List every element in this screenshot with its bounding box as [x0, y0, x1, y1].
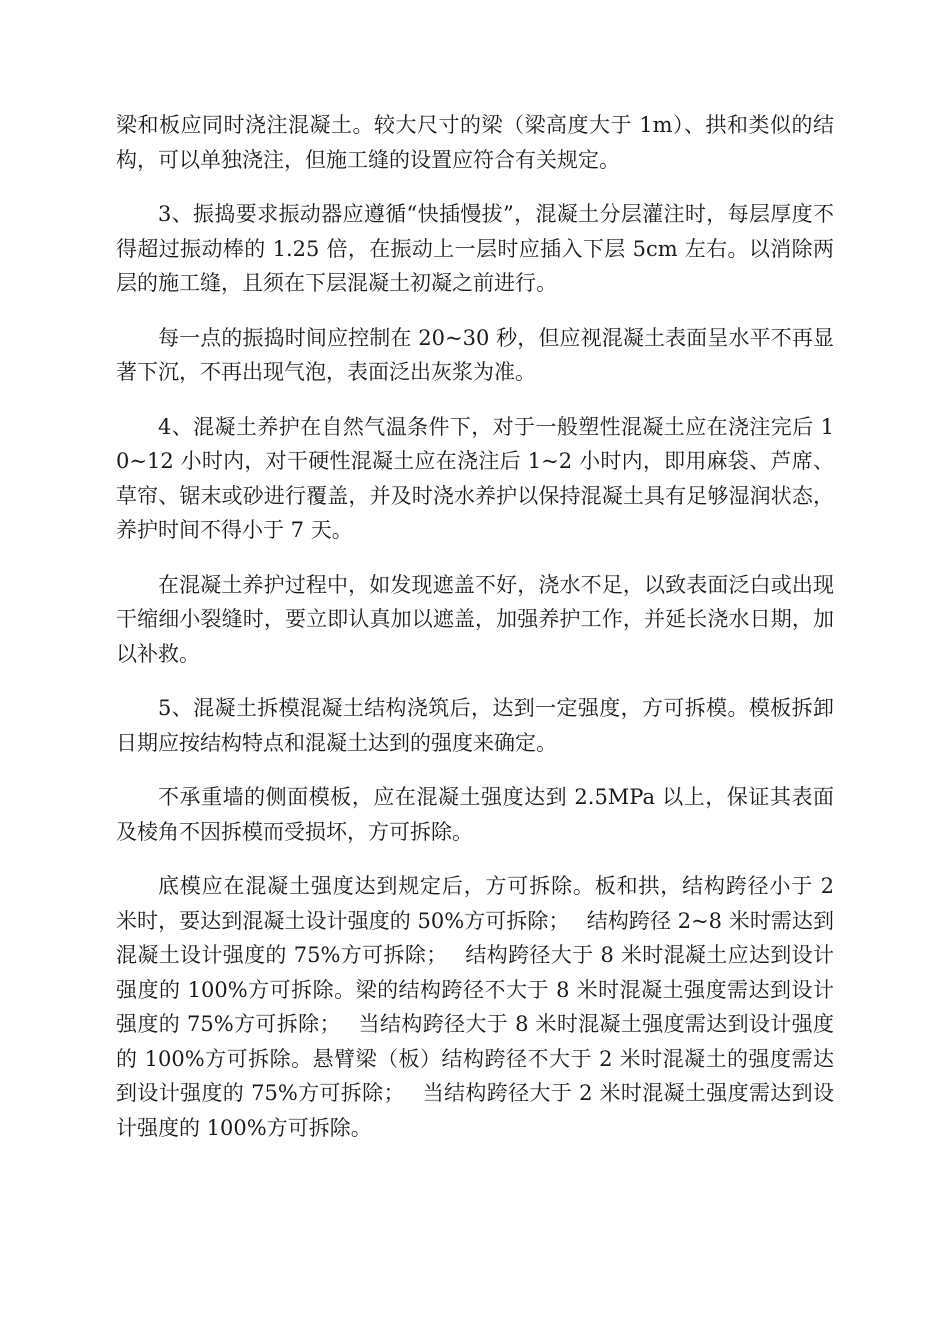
paragraph-formwork-removal: 5、混凝土拆模混凝土结构浇筑后，达到一定强度，方可拆模。模板拆卸日期应按结构特点和混凝土达到的强度来确定。 — [116, 696, 834, 755]
paragraph-curing-remedy: 在混凝土养护过程中，如发现遮盖不好，浇水不足，以致表面泛白或出现干缩细小裂缝时，要立即认真加以遮盖，加强养护工作，并延长浇水日期，加以补救。 — [116, 572, 834, 666]
paragraph-side-formwork: 不承重墙的侧面模板，应在混凝土强度达到 2.5MPa 以上，保证其表面及棱角不因拆模而受损坏，方可拆除。 — [116, 785, 834, 844]
paragraph-vibration-time: 每一点的振捣时间应控制在 20~30 秒，但应视混凝土表面呈水平不再显著下沉，不再出现气泡，表面泛出灰浆为准。 — [116, 325, 834, 384]
paragraph-bottom-formwork: 底模应在混凝土强度达到规定后，方可拆除。板和拱，结构跨径小于 2 米时，要达到混凝土设计强度的 50%方可拆除； 结构跨径 2~8 米时需达到混凝土设计强度的 75%方可拆除； 结构跨径大于 8 米时混凝土应达到设计强度的 100%方可拆除。梁的结构跨径不大于 8 米时混凝土强度需达到设计强度的 75%方可拆除； 当结构跨径大于 8 米时混凝土强度需达到设计强度的 100%方可拆除。悬臂梁（板）结构跨径不大于 2 米时混凝土的强度需达到设计强度的 75%方可拆除； 当结构跨径大于 2 米时混凝土强度需达到设计强度的 100%方可拆除。 — [116, 874, 834, 1140]
paragraph-beam-slab-pouring: 梁和板应同时浇注混凝土。较大尺寸的梁（梁高度大于 1m）、拱和类似的结构，可以单独浇注，但施工缝的设置应符合有关规定。 — [116, 113, 834, 172]
paragraph-curing: 4、混凝土养护在自然气温条件下，对于一般塑性混凝土应在浇注完后 10~12 小时内，对干硬性混凝土应在浇注后 1~2 小时内，即用麻袋、芦席、草帘、锯末或砂进行覆盖，并及时浇水养护以保持混凝土具有足够湿润状态，养护时间不得小于 7 天。 — [116, 414, 834, 542]
paragraph-vibration-requirements: 3、振捣要求振动器应遵循“快插慢拔”，混凝土分层灌注时，每层厚度不得超过振动棒的 1.25 倍，在振动上一层时应插入下层 5cm 左右。以消除两层的施工缝，且须在下层混凝土初凝之前进行。 — [116, 202, 834, 295]
document-body — [116, 108, 834, 1145]
